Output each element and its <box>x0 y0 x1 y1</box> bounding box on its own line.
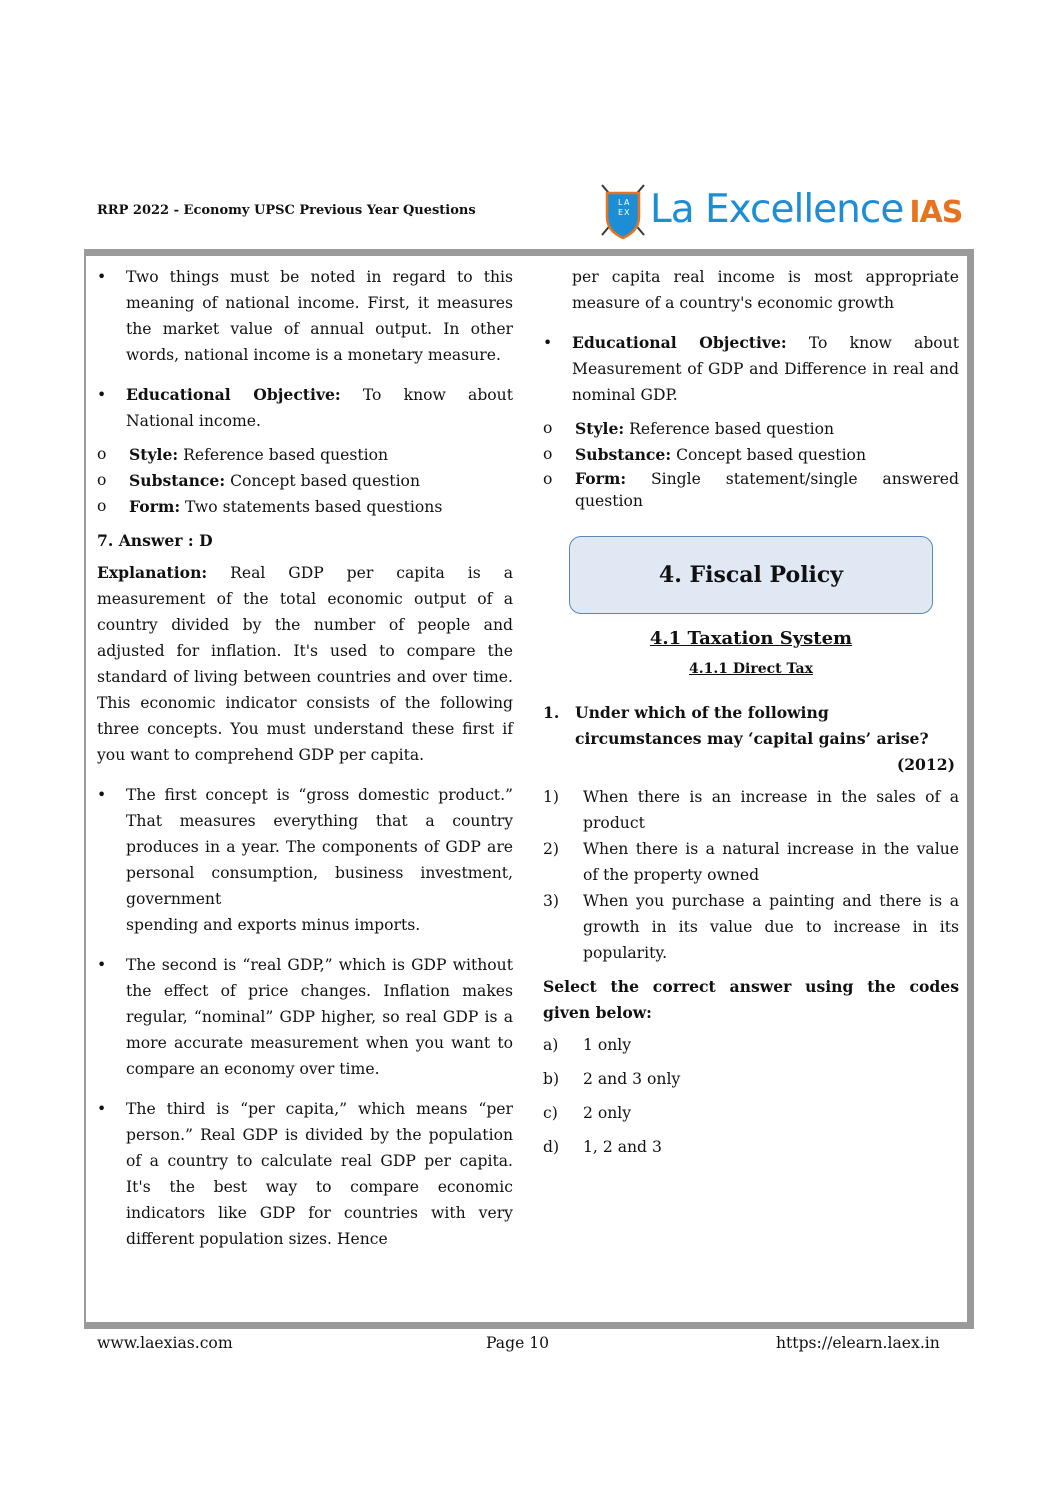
edu-label: Educational Objective: <box>572 333 787 352</box>
shield-letter: A <box>624 198 630 207</box>
continued-text: per capita real income is most appropriate measure of a country's economic growth <box>572 268 959 312</box>
answer-option <box>543 1134 959 1160</box>
substance-text: Concept based question <box>225 472 420 490</box>
substance-text: Concept based question <box>671 446 866 464</box>
footer-elearn-link[interactable]: https://elearn.laex.in <box>776 1334 940 1352</box>
form-row <box>97 494 513 520</box>
section-title-box <box>569 536 933 614</box>
option-text: 2 and 3 only <box>583 1070 681 1088</box>
style-label: Style: <box>129 445 179 464</box>
answer-option <box>543 1032 959 1058</box>
sub-subsection-heading: 4.1.1 Direct Tax <box>689 661 813 677</box>
option-key: d) <box>543 1138 560 1156</box>
style-label: Style: <box>575 419 625 438</box>
statement-text: When you purchase a painting and there is a growth in its value due to increase in its popularity. <box>583 892 959 962</box>
bullet-concept-2: • The second is “real GDP,” which is GDP without the effect of price changes. Inflation makes regular, “nominal” GDP higher, so real GDP is a more accurate measurement when you want to compare an economy over time. <box>97 952 513 1082</box>
statement-item <box>543 784 959 836</box>
statement-item <box>543 888 959 966</box>
form-text: Single statement/single answered question <box>575 470 959 510</box>
subsection-heading: 4.1 Taxation System <box>649 628 853 649</box>
statement-text: When there is an increase in the sales of a product <box>583 788 959 832</box>
statement-number: 3) <box>543 892 560 910</box>
edu-text: To know about National income. <box>126 386 513 430</box>
statement-number: 1) <box>543 788 560 806</box>
explanation-label: Explanation: <box>97 563 208 582</box>
concept-1-text: The first concept is “gross domestic product.” That measures everything that a country produces in a year. The components of GDP are personal consumption, business investment, government <box>126 786 513 908</box>
footer-website-link[interactable]: www.laexias.com <box>97 1334 233 1352</box>
sub-marker: o <box>97 497 107 515</box>
shield-logo-icon <box>598 183 648 241</box>
sub-marker: o <box>543 419 553 437</box>
bullet-national-income: • Two things must be noted in regard to this meaning of national income. First, it measures the market value of annual output. In other words, national income is a monetary measure. <box>97 264 513 368</box>
sub-marker: o <box>97 471 107 489</box>
question <box>543 700 959 752</box>
option-key: a) <box>543 1036 559 1054</box>
left-column <box>97 264 513 1252</box>
explanation-text: Real GDP per capita is a measurement of the total economic output of a country divided by the number of people and adjusted for inflation. It's used to compare the standard of living between countries and over time. This economic indicator consists of the following three concepts. You must understand these first if you want to comprehend GDP per capita. <box>97 564 513 764</box>
bullet-concept-3: • The third is “per capita,” which means “per person.” Real GDP is divided by the population of a country to calculate real GDP per capita. It's the best way to compare economic indicators like GDP for countries with very different population sizes. Hence <box>97 1096 513 1252</box>
substance-label: Substance: <box>575 445 672 464</box>
statement-item <box>543 836 959 888</box>
shield-letter: E <box>618 208 624 217</box>
style-text: Reference based question <box>178 446 389 464</box>
form-row <box>543 468 959 512</box>
style-text: Reference based question <box>624 420 835 438</box>
option-key: c) <box>543 1104 558 1122</box>
style-row <box>543 416 959 442</box>
question-text: Under which of the following circumstances may ‘capital gains’ arise? <box>575 703 929 748</box>
option-key: b) <box>543 1070 560 1088</box>
form-text: Two statements based questions <box>180 498 443 516</box>
logo-main: La Excellence <box>650 187 904 232</box>
form-label: Form: <box>129 497 181 516</box>
form-label: Form: <box>575 469 627 488</box>
section-title: 4. Fiscal Policy <box>658 562 844 588</box>
right-column <box>543 264 959 1160</box>
educational-objective <box>97 382 513 434</box>
substance-row <box>543 442 959 468</box>
question-number: 1. <box>543 703 560 722</box>
answer-option <box>543 1100 959 1126</box>
bullet-concept-1 <box>97 782 513 938</box>
option-text: 2 only <box>583 1104 632 1122</box>
footer-page-number: Page 10 <box>486 1334 550 1352</box>
question-year: (2012) <box>896 755 955 774</box>
logo-accent: IAS <box>909 195 963 230</box>
select-instruction: Select the correct answer using the codes given below: <box>543 977 959 1022</box>
answer-heading: 7. Answer : D <box>97 531 213 550</box>
shield-letter: X <box>624 208 630 217</box>
shield-letter: L <box>618 198 623 207</box>
sub-marker: o <box>543 470 553 488</box>
option-text: 1 only <box>583 1036 632 1054</box>
answer-option <box>543 1066 959 1092</box>
style-row <box>97 442 513 468</box>
explanation <box>97 560 513 768</box>
edu-label: Educational Objective: <box>126 385 341 404</box>
logo-wordmark <box>650 187 962 232</box>
sub-marker: o <box>543 445 553 463</box>
substance-label: Substance: <box>129 471 226 490</box>
sub-marker: o <box>97 445 107 463</box>
concept-1-text-cont: spending and exports minus imports. <box>126 916 421 934</box>
brand-logo <box>598 183 963 241</box>
option-text: 1, 2 and 3 <box>583 1138 662 1156</box>
educational-objective <box>543 330 959 408</box>
statement-number: 2) <box>543 840 560 858</box>
substance-row <box>97 468 513 494</box>
statement-text: When there is a natural increase in the value of the property owned <box>583 840 959 884</box>
edu-text: To know about Measurement of GDP and Difference in real and nominal GDP. <box>572 334 959 404</box>
header-title: RRP 2022 - Economy UPSC Previous Year Questions <box>97 203 476 218</box>
